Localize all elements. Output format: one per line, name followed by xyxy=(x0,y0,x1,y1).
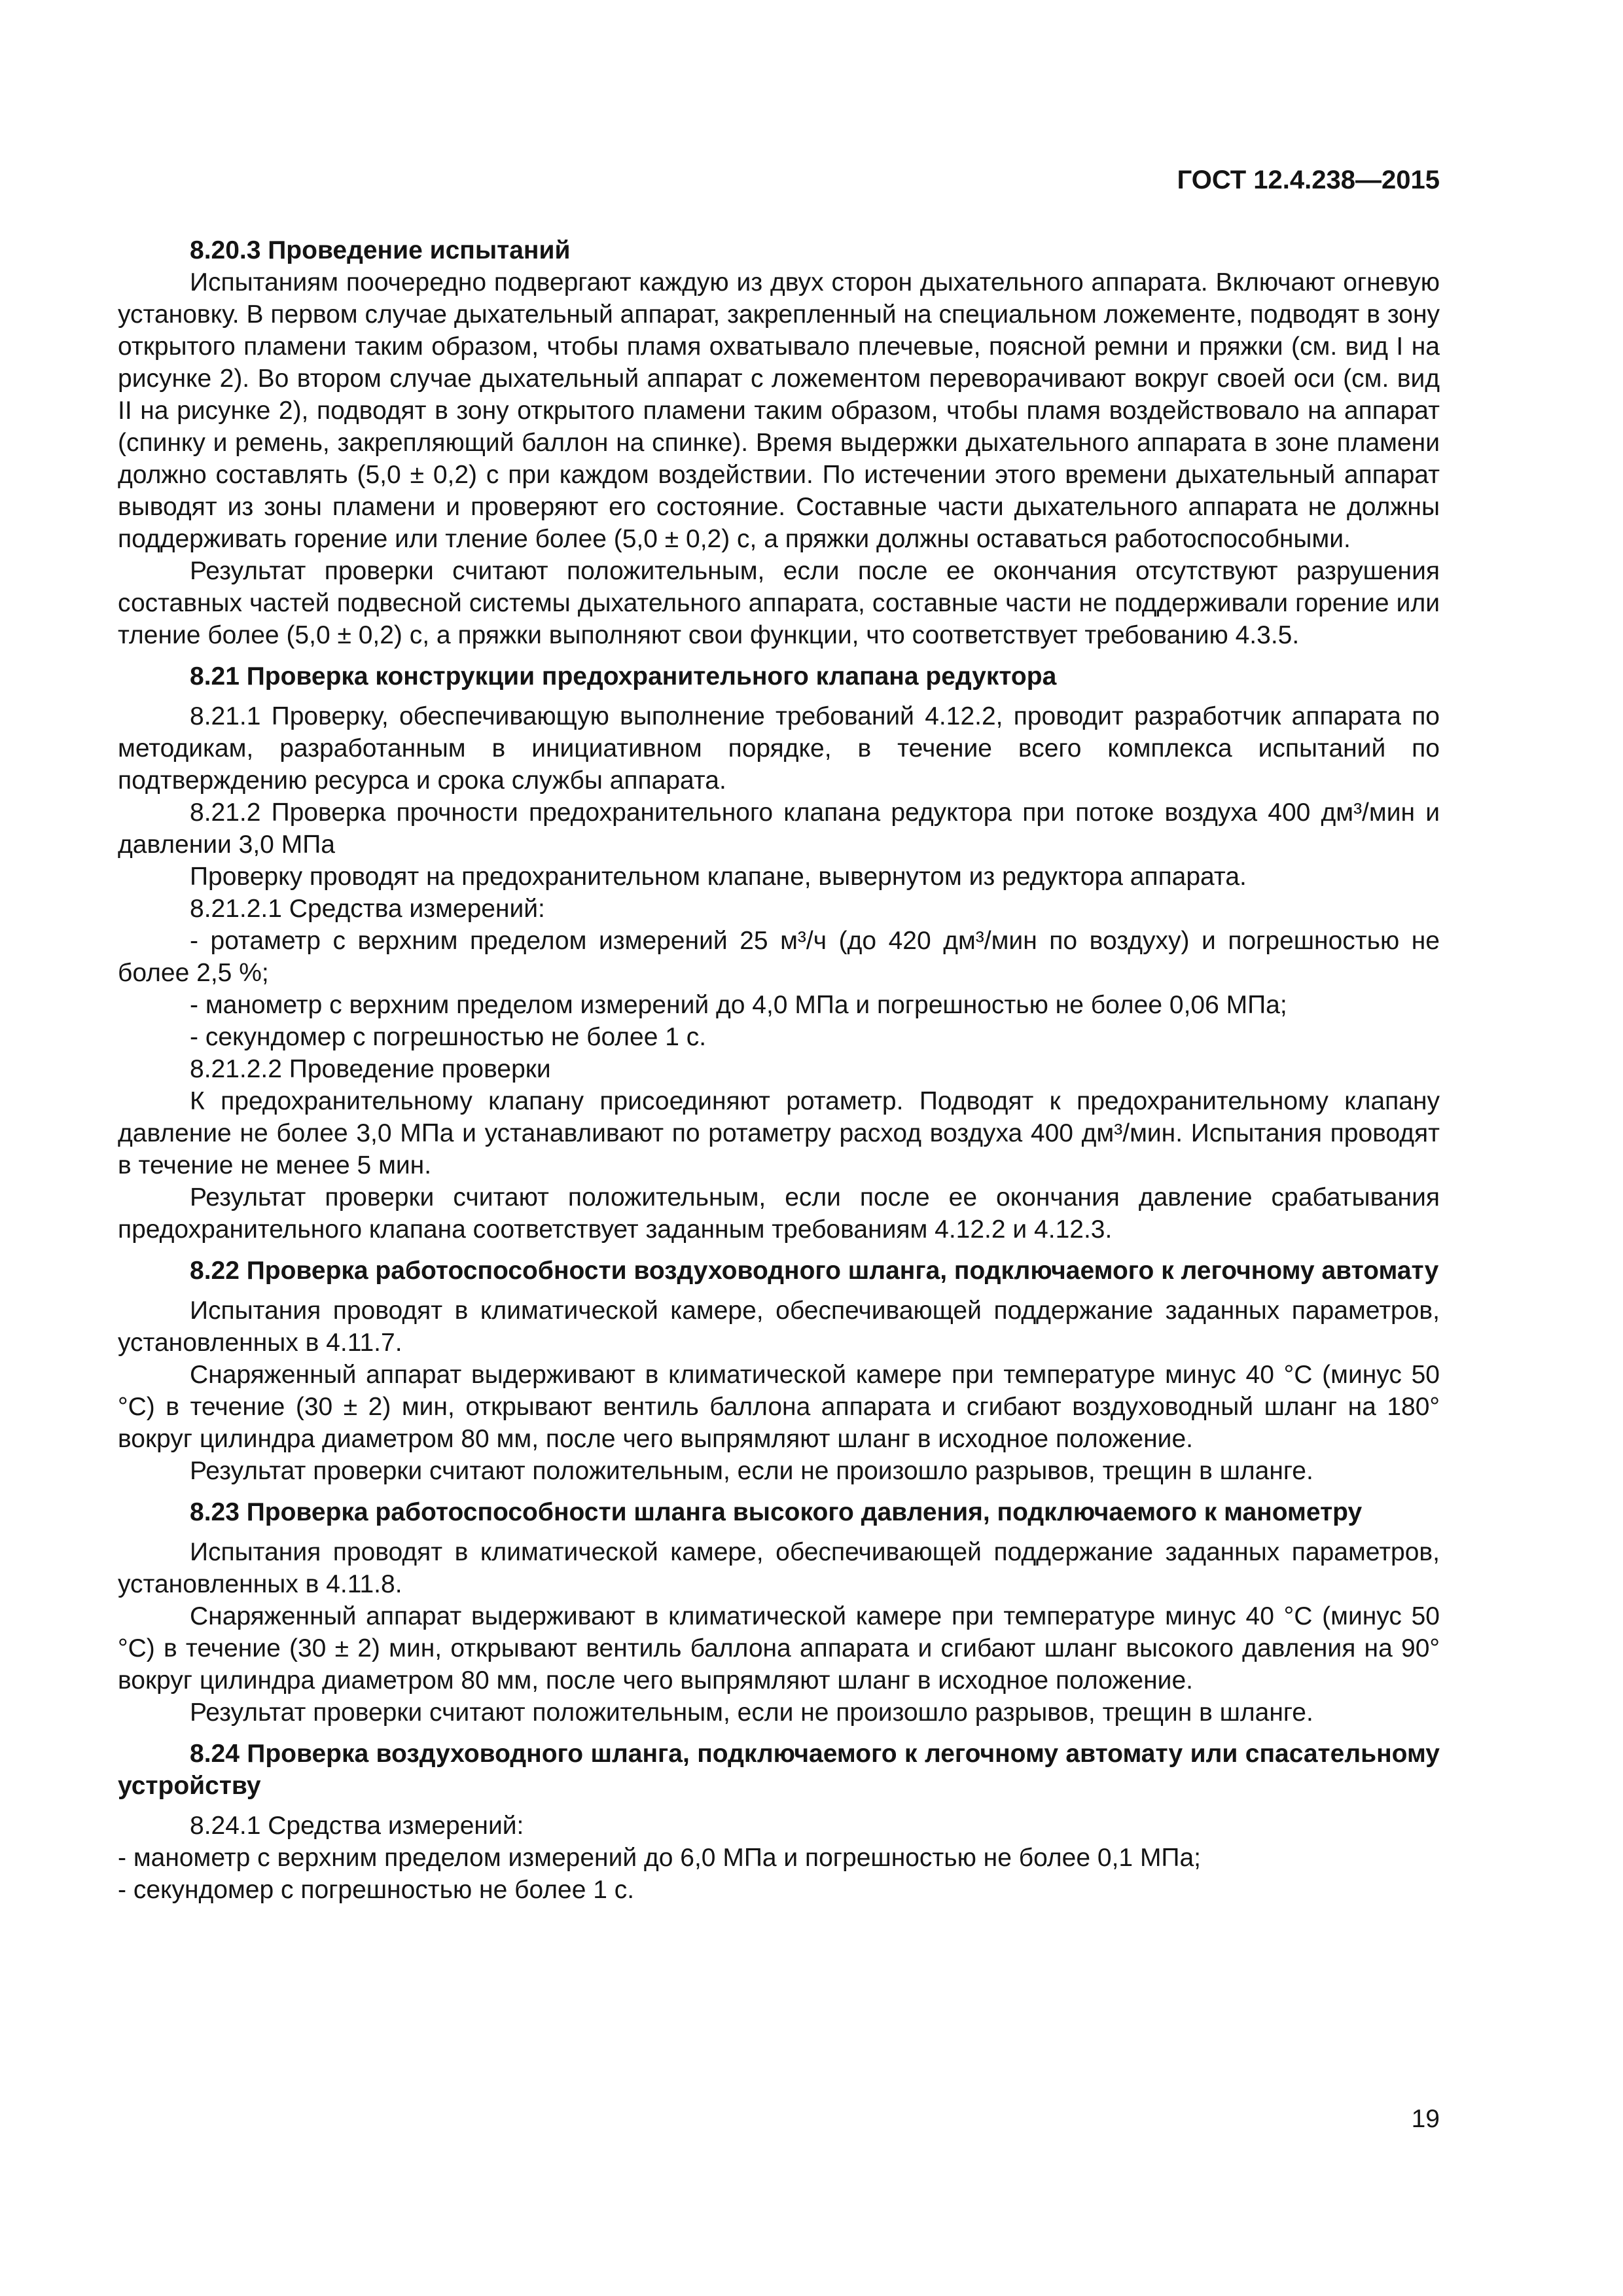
section-heading-8-22: 8.22 Проверка работоспособности воздуховодного шланга, подключаемого к легочному автомату xyxy=(190,1257,1439,1285)
list-item: - манометр с верхним пределом измерений до 4,0 МПа и погрешностью не более 0,06 МПа; xyxy=(190,991,1287,1019)
section-heading-8-23: 8.23 Проверка работоспособности шланга высокого давления, подключаемого к манометру xyxy=(190,1498,1363,1526)
list-item: - секундомер с погрешностью не более 1 с. xyxy=(118,1876,635,1904)
paragraph: Результат проверки считают положительным, если после ее окончания отсутствуют разрушения составных частей подвесной системы дыхательного аппарата, составные части не поддерживали горение или тление более (5,0 ± 0,2) с, а пряжки выполняют свои функции, что соответствует требованию 4.3.5. xyxy=(118,557,1440,649)
section-heading-8-24: 8.24 Проверка воздуховодного шланга, подключаемого к легочному автомату или спасательному устройству xyxy=(118,1740,1440,1800)
paragraph: К предохранительному клапану присоединяют ротаметр. Подводят к предохранительному клапану давление не более 3,0 МПа и устанавливают по ротаметру расход воздуха 400 дм³/мин. Испытания проводят в течение не менее 5 мин. xyxy=(118,1087,1440,1179)
paragraph: 8.21.1 Проверку, обеспечивающую выполнение требований 4.12.2, проводит разработчик аппарата по методикам, разработанным в инициативном порядке, в течение всего комплекса испытаний по подтверждению ресурса и срока службы аппарата. xyxy=(118,702,1440,795)
paragraph: Результат проверки считают положительным, если после ее окончания давление срабатывания предохранительного клапана соответствует заданным требованиям 4.12.2 и 4.12.3. xyxy=(118,1183,1440,1244)
paragraph: Результат проверки считают положительным, если не произошло разрывов, трещин в шланге. xyxy=(190,1457,1313,1485)
paragraph: Проверку проводят на предохранительном клапане, вывернутом из редуктора аппарата. xyxy=(190,863,1247,891)
paragraph: 8.21.2.2 Проведение проверки xyxy=(190,1055,551,1083)
paragraph: 8.24.1 Средства измерений: xyxy=(190,1812,524,1840)
paragraph: Результат проверки считают положительным, если не произошло разрывов, трещин в шланге. xyxy=(190,1698,1313,1727)
paragraph: Снаряженный аппарат выдерживают в климатической камере при температуре минус 40 °С (минус 50 °С) в течение (30 ± 2) мин, открывают вентиль баллона аппарата и сгибают воздуховодный шланг на 180° вокруг цилиндра диаметром 80 мм, после чего выпрямляют шланг в исходное положение. xyxy=(118,1361,1440,1453)
document-id: ГОСТ 12.4.238—2015 xyxy=(1177,166,1440,194)
list-item: - секундомер с погрешностью не более 1 с. xyxy=(190,1023,707,1051)
paragraph: Испытаниям поочередно подвергают каждую из двух сторон дыхательного аппарата. Включают огневую установку. В первом случае дыхательный аппарат, закрепленный на специальном ложементе, подводят в зону открытого пламени таким образом, чтобы пламя охватывало плечевые, поясной ремни и пряжки (см. вид I на рисунке 2). Во втором случае дыхательный аппарат с ложементом переворачивают вокруг своей оси (см. вид II на рисунке 2), подводят в зону открытого пламени таким образом, чтобы пламя воздействовало на аппарат (спинку и ремень, закрепляющий баллон на спинке). Время выдержки дыхательного аппарата в зоне пламени должно составлять (5,0 ± 0,2) с при каждом воздействии. По истечении этого времени дыхательный аппарат выводят из зоны пламени и проверяют его состояние. Составные части дыхательного аппарата не должны поддерживать горение или тление более (5,0 ± 0,2) с, а пряжки должны оставаться работоспособными. xyxy=(118,268,1440,553)
paragraph: 8.21.2 Проверка прочности предохранительного клапана редуктора при потоке воздуха 400 дм³/мин и давлении 3,0 МПа xyxy=(118,798,1440,859)
list-item: - ротаметр с верхним пределом измерений 25 м³/ч (до 420 дм³/мин по воздуху) и погрешностью не более 2,5 %; xyxy=(118,927,1440,987)
page-number: 19 xyxy=(1411,2105,1440,2133)
paragraph: Испытания проводят в климатической камере, обеспечивающей поддержание заданных параметров, установленных в 4.11.8. xyxy=(118,1538,1440,1598)
section-heading-8-21: 8.21 Проверка конструкции предохранительного клапана редуктора xyxy=(190,662,1057,691)
section-heading-8-20-3: 8.20.3 Проведение испытаний xyxy=(190,236,571,264)
list-item: - манометр с верхним пределом измерений до 6,0 МПа и погрешностью не более 0,1 МПа; xyxy=(118,1844,1201,1872)
paragraph: Снаряженный аппарат выдерживают в климатической камере при температуре минус 40 °С (минус 50 °С) в течение (30 ± 2) мин, открывают вентиль баллона аппарата и сгибают шланг высокого давления на 90° вокруг цилиндра диаметром 80 мм, после чего выпрямляют шланг в исходное положение. xyxy=(118,1602,1440,1695)
paragraph: Испытания проводят в климатической камере, обеспечивающей поддержание заданных параметров, установленных в 4.11.7. xyxy=(118,1297,1440,1357)
paragraph: 8.21.2.1 Средства измерений: xyxy=(190,895,545,923)
